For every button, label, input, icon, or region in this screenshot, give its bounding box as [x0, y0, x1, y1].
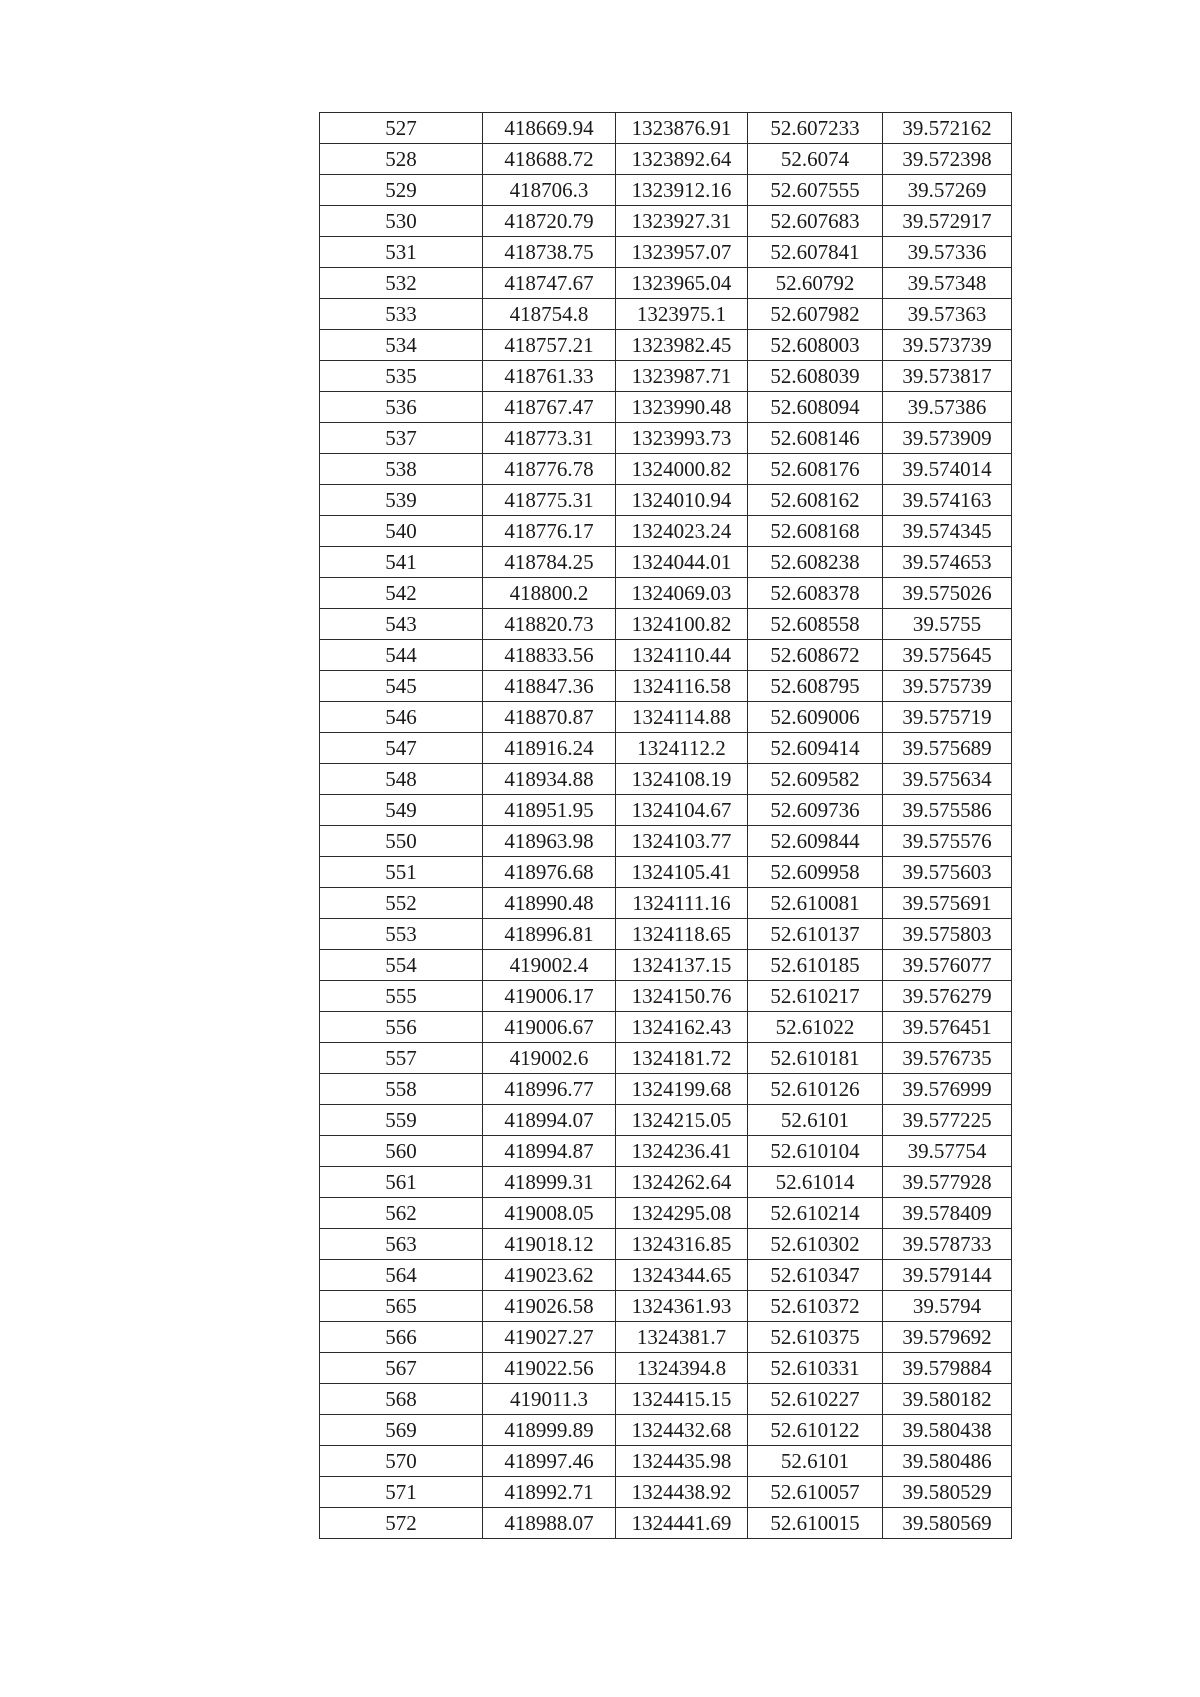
table-row — [320, 516, 1012, 547]
table-row — [320, 919, 1012, 950]
table-row — [320, 671, 1012, 702]
x-coordinate-cell: 418870.87 — [483, 702, 616, 733]
x-coordinate-cell: 418990.48 — [483, 888, 616, 919]
longitude-cell: 39.580569 — [883, 1508, 1012, 1539]
table-row — [320, 113, 1012, 144]
x-coordinate-cell: 418833.56 — [483, 640, 616, 671]
point-number-cell: 554 — [320, 950, 483, 981]
longitude-cell: 39.576451 — [883, 1012, 1012, 1043]
table-row — [320, 1353, 1012, 1384]
table-row — [320, 1167, 1012, 1198]
y-coordinate-cell: 1324435.98 — [616, 1446, 748, 1477]
point-number-cell: 567 — [320, 1353, 483, 1384]
longitude-cell: 39.572398 — [883, 144, 1012, 175]
y-coordinate-cell: 1324110.44 — [616, 640, 748, 671]
longitude-cell: 39.575645 — [883, 640, 1012, 671]
latitude-cell: 52.6101 — [748, 1446, 883, 1477]
y-coordinate-cell: 1324394.8 — [616, 1353, 748, 1384]
longitude-cell: 39.580438 — [883, 1415, 1012, 1446]
x-coordinate-cell: 418776.17 — [483, 516, 616, 547]
latitude-cell: 52.607841 — [748, 237, 883, 268]
longitude-cell: 39.574653 — [883, 547, 1012, 578]
latitude-cell: 52.610104 — [748, 1136, 883, 1167]
latitude-cell: 52.610181 — [748, 1043, 883, 1074]
latitude-cell: 52.609414 — [748, 733, 883, 764]
x-coordinate-cell: 418747.67 — [483, 268, 616, 299]
latitude-cell: 52.61022 — [748, 1012, 883, 1043]
longitude-cell: 39.572917 — [883, 206, 1012, 237]
point-number-cell: 558 — [320, 1074, 483, 1105]
y-coordinate-cell: 1324181.72 — [616, 1043, 748, 1074]
table-row — [320, 1074, 1012, 1105]
latitude-cell: 52.610302 — [748, 1229, 883, 1260]
y-coordinate-cell: 1324150.76 — [616, 981, 748, 1012]
x-coordinate-cell: 418994.07 — [483, 1105, 616, 1136]
x-coordinate-cell: 418767.47 — [483, 392, 616, 423]
longitude-cell: 39.573739 — [883, 330, 1012, 361]
point-number-cell: 532 — [320, 268, 483, 299]
y-coordinate-cell: 1324441.69 — [616, 1508, 748, 1539]
point-number-cell: 563 — [320, 1229, 483, 1260]
longitude-cell: 39.578733 — [883, 1229, 1012, 1260]
y-coordinate-cell: 1324023.24 — [616, 516, 748, 547]
point-number-cell: 527 — [320, 113, 483, 144]
x-coordinate-cell: 418999.31 — [483, 1167, 616, 1198]
table-row — [320, 1198, 1012, 1229]
y-coordinate-cell: 1323912.16 — [616, 175, 748, 206]
longitude-cell: 39.575803 — [883, 919, 1012, 950]
latitude-cell: 52.608146 — [748, 423, 883, 454]
table-row — [320, 299, 1012, 330]
latitude-cell: 52.608003 — [748, 330, 883, 361]
x-coordinate-cell: 418720.79 — [483, 206, 616, 237]
point-number-cell: 528 — [320, 144, 483, 175]
latitude-cell: 52.608162 — [748, 485, 883, 516]
latitude-cell: 52.608168 — [748, 516, 883, 547]
latitude-cell: 52.61014 — [748, 1167, 883, 1198]
point-number-cell: 566 — [320, 1322, 483, 1353]
latitude-cell: 52.610227 — [748, 1384, 883, 1415]
point-number-cell: 545 — [320, 671, 483, 702]
x-coordinate-cell: 418669.94 — [483, 113, 616, 144]
y-coordinate-cell: 1324316.85 — [616, 1229, 748, 1260]
table-row — [320, 764, 1012, 795]
table-row — [320, 1012, 1012, 1043]
latitude-cell: 52.60792 — [748, 268, 883, 299]
point-number-cell: 535 — [320, 361, 483, 392]
table-row — [320, 330, 1012, 361]
point-number-cell: 549 — [320, 795, 483, 826]
x-coordinate-cell: 419002.6 — [483, 1043, 616, 1074]
point-number-cell: 552 — [320, 888, 483, 919]
y-coordinate-cell: 1323990.48 — [616, 392, 748, 423]
longitude-cell: 39.575586 — [883, 795, 1012, 826]
table-row — [320, 547, 1012, 578]
latitude-cell: 52.608238 — [748, 547, 883, 578]
longitude-cell: 39.572162 — [883, 113, 1012, 144]
x-coordinate-cell: 418775.31 — [483, 485, 616, 516]
latitude-cell: 52.6101 — [748, 1105, 883, 1136]
latitude-cell: 52.610217 — [748, 981, 883, 1012]
latitude-cell: 52.608094 — [748, 392, 883, 423]
point-number-cell: 542 — [320, 578, 483, 609]
latitude-cell: 52.610081 — [748, 888, 883, 919]
y-coordinate-cell: 1324361.93 — [616, 1291, 748, 1322]
point-number-cell: 539 — [320, 485, 483, 516]
x-coordinate-cell: 418688.72 — [483, 144, 616, 175]
x-coordinate-cell: 419022.56 — [483, 1353, 616, 1384]
table-row — [320, 733, 1012, 764]
x-coordinate-cell: 418754.8 — [483, 299, 616, 330]
longitude-cell: 39.577225 — [883, 1105, 1012, 1136]
table-row — [320, 423, 1012, 454]
table-row — [320, 1477, 1012, 1508]
y-coordinate-cell: 1323957.07 — [616, 237, 748, 268]
y-coordinate-cell: 1324116.58 — [616, 671, 748, 702]
table-row — [320, 1415, 1012, 1446]
longitude-cell: 39.5755 — [883, 609, 1012, 640]
y-coordinate-cell: 1323993.73 — [616, 423, 748, 454]
longitude-cell: 39.575576 — [883, 826, 1012, 857]
latitude-cell: 52.609006 — [748, 702, 883, 733]
x-coordinate-cell: 418951.95 — [483, 795, 616, 826]
latitude-cell: 52.608039 — [748, 361, 883, 392]
y-coordinate-cell: 1324344.65 — [616, 1260, 748, 1291]
point-number-cell: 547 — [320, 733, 483, 764]
point-number-cell: 541 — [320, 547, 483, 578]
longitude-cell: 39.574014 — [883, 454, 1012, 485]
x-coordinate-cell: 418706.3 — [483, 175, 616, 206]
x-coordinate-cell: 418988.07 — [483, 1508, 616, 1539]
point-number-cell: 561 — [320, 1167, 483, 1198]
point-number-cell: 550 — [320, 826, 483, 857]
point-number-cell: 536 — [320, 392, 483, 423]
table-row — [320, 1446, 1012, 1477]
point-number-cell: 553 — [320, 919, 483, 950]
longitude-cell: 39.57348 — [883, 268, 1012, 299]
x-coordinate-cell: 418847.36 — [483, 671, 616, 702]
x-coordinate-cell: 418784.25 — [483, 547, 616, 578]
latitude-cell: 52.610122 — [748, 1415, 883, 1446]
latitude-cell: 52.607555 — [748, 175, 883, 206]
table-row — [320, 1260, 1012, 1291]
y-coordinate-cell: 1324100.82 — [616, 609, 748, 640]
y-coordinate-cell: 1324215.05 — [616, 1105, 748, 1136]
y-coordinate-cell: 1324112.2 — [616, 733, 748, 764]
y-coordinate-cell: 1324162.43 — [616, 1012, 748, 1043]
table-row — [320, 485, 1012, 516]
longitude-cell: 39.575689 — [883, 733, 1012, 764]
table-row — [320, 454, 1012, 485]
latitude-cell: 52.609736 — [748, 795, 883, 826]
longitude-cell: 39.580486 — [883, 1446, 1012, 1477]
point-number-cell: 564 — [320, 1260, 483, 1291]
table-row — [320, 1043, 1012, 1074]
y-coordinate-cell: 1324105.41 — [616, 857, 748, 888]
y-coordinate-cell: 1324111.16 — [616, 888, 748, 919]
latitude-cell: 52.608176 — [748, 454, 883, 485]
longitude-cell: 39.576077 — [883, 950, 1012, 981]
table-row — [320, 361, 1012, 392]
longitude-cell: 39.577928 — [883, 1167, 1012, 1198]
longitude-cell: 39.575603 — [883, 857, 1012, 888]
longitude-cell: 39.5794 — [883, 1291, 1012, 1322]
longitude-cell: 39.574345 — [883, 516, 1012, 547]
longitude-cell: 39.578409 — [883, 1198, 1012, 1229]
table-row — [320, 1136, 1012, 1167]
point-number-cell: 556 — [320, 1012, 483, 1043]
y-coordinate-cell: 1324118.65 — [616, 919, 748, 950]
point-number-cell: 540 — [320, 516, 483, 547]
table-row — [320, 826, 1012, 857]
longitude-cell: 39.576279 — [883, 981, 1012, 1012]
table-row — [320, 1229, 1012, 1260]
point-number-cell: 570 — [320, 1446, 483, 1477]
point-number-cell: 546 — [320, 702, 483, 733]
x-coordinate-cell: 419027.27 — [483, 1322, 616, 1353]
latitude-cell: 52.609844 — [748, 826, 883, 857]
x-coordinate-cell: 418996.81 — [483, 919, 616, 950]
y-coordinate-cell: 1324236.41 — [616, 1136, 748, 1167]
latitude-cell: 52.608558 — [748, 609, 883, 640]
x-coordinate-cell: 418757.21 — [483, 330, 616, 361]
x-coordinate-cell: 418994.87 — [483, 1136, 616, 1167]
point-number-cell: 531 — [320, 237, 483, 268]
latitude-cell: 52.610015 — [748, 1508, 883, 1539]
table-row — [320, 1322, 1012, 1353]
table-row — [320, 1105, 1012, 1136]
y-coordinate-cell: 1324108.19 — [616, 764, 748, 795]
x-coordinate-cell: 419006.67 — [483, 1012, 616, 1043]
x-coordinate-cell: 418820.73 — [483, 609, 616, 640]
longitude-cell: 39.575691 — [883, 888, 1012, 919]
latitude-cell: 52.610126 — [748, 1074, 883, 1105]
longitude-cell: 39.57363 — [883, 299, 1012, 330]
y-coordinate-cell: 1324199.68 — [616, 1074, 748, 1105]
table-row — [320, 144, 1012, 175]
x-coordinate-cell: 418934.88 — [483, 764, 616, 795]
y-coordinate-cell: 1323982.45 — [616, 330, 748, 361]
table-row — [320, 578, 1012, 609]
x-coordinate-cell: 418963.98 — [483, 826, 616, 857]
point-number-cell: 529 — [320, 175, 483, 206]
longitude-cell: 39.579692 — [883, 1322, 1012, 1353]
point-number-cell: 571 — [320, 1477, 483, 1508]
latitude-cell: 52.6074 — [748, 144, 883, 175]
latitude-cell: 52.608378 — [748, 578, 883, 609]
latitude-cell: 52.610137 — [748, 919, 883, 950]
longitude-cell: 39.576999 — [883, 1074, 1012, 1105]
x-coordinate-cell: 418997.46 — [483, 1446, 616, 1477]
longitude-cell: 39.57754 — [883, 1136, 1012, 1167]
point-number-cell: 568 — [320, 1384, 483, 1415]
longitude-cell: 39.575719 — [883, 702, 1012, 733]
y-coordinate-cell: 1324044.01 — [616, 547, 748, 578]
y-coordinate-cell: 1324104.67 — [616, 795, 748, 826]
y-coordinate-cell: 1323876.91 — [616, 113, 748, 144]
latitude-cell: 52.610372 — [748, 1291, 883, 1322]
longitude-cell: 39.579144 — [883, 1260, 1012, 1291]
x-coordinate-cell: 418999.89 — [483, 1415, 616, 1446]
x-coordinate-cell: 419023.62 — [483, 1260, 616, 1291]
y-coordinate-cell: 1324114.88 — [616, 702, 748, 733]
latitude-cell: 52.610214 — [748, 1198, 883, 1229]
longitude-cell: 39.579884 — [883, 1353, 1012, 1384]
y-coordinate-cell: 1324262.64 — [616, 1167, 748, 1198]
y-coordinate-cell: 1324137.15 — [616, 950, 748, 981]
y-coordinate-cell: 1324415.15 — [616, 1384, 748, 1415]
y-coordinate-cell: 1324010.94 — [616, 485, 748, 516]
y-coordinate-cell: 1323927.31 — [616, 206, 748, 237]
y-coordinate-cell: 1324432.68 — [616, 1415, 748, 1446]
longitude-cell: 39.57336 — [883, 237, 1012, 268]
coordinates-table-body — [320, 113, 1012, 1539]
x-coordinate-cell: 418992.71 — [483, 1477, 616, 1508]
latitude-cell: 52.609582 — [748, 764, 883, 795]
point-number-cell: 530 — [320, 206, 483, 237]
longitude-cell: 39.580182 — [883, 1384, 1012, 1415]
y-coordinate-cell: 1324000.82 — [616, 454, 748, 485]
y-coordinate-cell: 1324069.03 — [616, 578, 748, 609]
x-coordinate-cell: 419011.3 — [483, 1384, 616, 1415]
point-number-cell: 537 — [320, 423, 483, 454]
table-row — [320, 795, 1012, 826]
x-coordinate-cell: 418800.2 — [483, 578, 616, 609]
longitude-cell: 39.573909 — [883, 423, 1012, 454]
point-number-cell: 560 — [320, 1136, 483, 1167]
point-number-cell: 534 — [320, 330, 483, 361]
point-number-cell: 538 — [320, 454, 483, 485]
x-coordinate-cell: 419018.12 — [483, 1229, 616, 1260]
latitude-cell: 52.608795 — [748, 671, 883, 702]
longitude-cell: 39.575026 — [883, 578, 1012, 609]
table-row — [320, 609, 1012, 640]
y-coordinate-cell: 1324103.77 — [616, 826, 748, 857]
point-number-cell: 565 — [320, 1291, 483, 1322]
longitude-cell: 39.580529 — [883, 1477, 1012, 1508]
latitude-cell: 52.610331 — [748, 1353, 883, 1384]
x-coordinate-cell: 419026.58 — [483, 1291, 616, 1322]
x-coordinate-cell: 418976.68 — [483, 857, 616, 888]
longitude-cell: 39.57269 — [883, 175, 1012, 206]
table-row — [320, 857, 1012, 888]
table-row — [320, 1384, 1012, 1415]
x-coordinate-cell: 418738.75 — [483, 237, 616, 268]
latitude-cell: 52.610057 — [748, 1477, 883, 1508]
y-coordinate-cell: 1324295.08 — [616, 1198, 748, 1229]
x-coordinate-cell: 418773.31 — [483, 423, 616, 454]
latitude-cell: 52.607233 — [748, 113, 883, 144]
latitude-cell: 52.608672 — [748, 640, 883, 671]
latitude-cell: 52.610375 — [748, 1322, 883, 1353]
table-row — [320, 702, 1012, 733]
x-coordinate-cell: 418761.33 — [483, 361, 616, 392]
y-coordinate-cell: 1323965.04 — [616, 268, 748, 299]
longitude-cell: 39.574163 — [883, 485, 1012, 516]
longitude-cell: 39.57386 — [883, 392, 1012, 423]
table-row — [320, 206, 1012, 237]
x-coordinate-cell: 418776.78 — [483, 454, 616, 485]
x-coordinate-cell: 418996.77 — [483, 1074, 616, 1105]
table-row — [320, 640, 1012, 671]
x-coordinate-cell: 419006.17 — [483, 981, 616, 1012]
longitude-cell: 39.576735 — [883, 1043, 1012, 1074]
latitude-cell: 52.609958 — [748, 857, 883, 888]
longitude-cell: 39.573817 — [883, 361, 1012, 392]
x-coordinate-cell: 419002.4 — [483, 950, 616, 981]
latitude-cell: 52.607683 — [748, 206, 883, 237]
table-row — [320, 888, 1012, 919]
y-coordinate-cell: 1324381.7 — [616, 1322, 748, 1353]
coordinates-table — [319, 112, 1012, 1539]
longitude-cell: 39.575739 — [883, 671, 1012, 702]
point-number-cell: 544 — [320, 640, 483, 671]
x-coordinate-cell: 419008.05 — [483, 1198, 616, 1229]
y-coordinate-cell: 1323892.64 — [616, 144, 748, 175]
point-number-cell: 569 — [320, 1415, 483, 1446]
x-coordinate-cell: 418916.24 — [483, 733, 616, 764]
table-row — [320, 981, 1012, 1012]
table-row — [320, 392, 1012, 423]
point-number-cell: 559 — [320, 1105, 483, 1136]
y-coordinate-cell: 1323987.71 — [616, 361, 748, 392]
latitude-cell: 52.607982 — [748, 299, 883, 330]
table-row — [320, 175, 1012, 206]
table-row — [320, 1291, 1012, 1322]
latitude-cell: 52.610347 — [748, 1260, 883, 1291]
point-number-cell: 533 — [320, 299, 483, 330]
table-row — [320, 237, 1012, 268]
table-row — [320, 1508, 1012, 1539]
point-number-cell: 551 — [320, 857, 483, 888]
table-row — [320, 950, 1012, 981]
point-number-cell: 557 — [320, 1043, 483, 1074]
longitude-cell: 39.575634 — [883, 764, 1012, 795]
y-coordinate-cell: 1324438.92 — [616, 1477, 748, 1508]
point-number-cell: 548 — [320, 764, 483, 795]
point-number-cell: 543 — [320, 609, 483, 640]
latitude-cell: 52.610185 — [748, 950, 883, 981]
y-coordinate-cell: 1323975.1 — [616, 299, 748, 330]
point-number-cell: 562 — [320, 1198, 483, 1229]
point-number-cell: 555 — [320, 981, 483, 1012]
table-row — [320, 268, 1012, 299]
point-number-cell: 572 — [320, 1508, 483, 1539]
